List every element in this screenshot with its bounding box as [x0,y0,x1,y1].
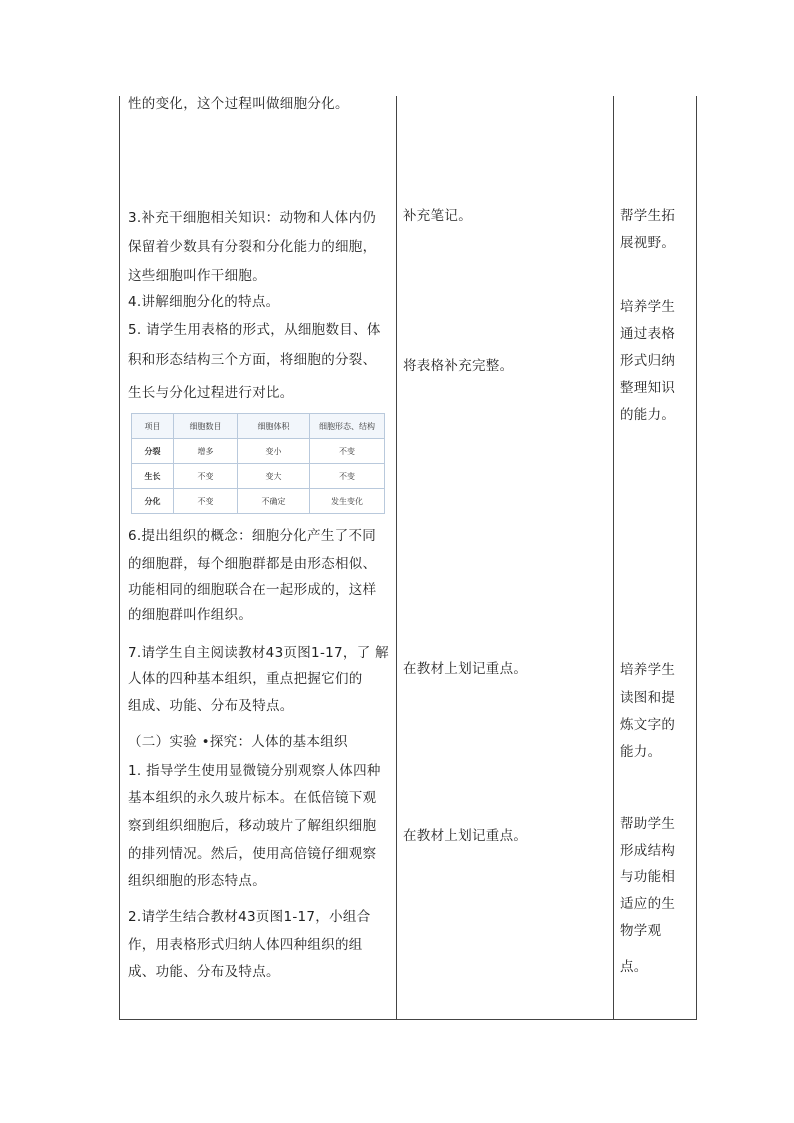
purpose1-line1: 帮学生拓 [620,208,676,224]
item7-line3: 组成、功能、分布及特点。 [128,698,294,714]
student-note-4: 在教材上划记重点。 [403,828,528,844]
header-item: 项目 [132,414,174,439]
item6-line2: 的细胞群，每个细胞群都是由形态相似、 [128,556,377,572]
purpose4-line6: 点。 [620,959,648,975]
table-cell: 增多 [174,439,238,464]
table-cell: 变小 [238,439,310,464]
s2-item1-line1: 1. 指导学生使用显微镜分别观察人体四种 [128,763,381,779]
purpose2-line5: 的能力。 [620,407,676,423]
table-cell: 不确定 [238,489,310,514]
table-border-right [696,96,697,1020]
header-cell-shape: 细胞形态、结构 [310,414,385,439]
item4-text: 4.讲解细胞分化的特点。 [128,294,280,310]
comparison-table-header [132,414,385,439]
item3-line3: 这些细胞叫作干细胞。 [128,268,266,284]
section2-title: （二）实验 •探究：人体的基本组织 [128,734,348,750]
s2-item1-line2: 基本组织的永久玻片标本。在低倍镜下观 [128,790,377,806]
item7-line1: 7.请学生自主阅读教材43页图1-17，了 解 [128,645,389,661]
purpose2-line3: 形式归纳 [620,353,676,369]
purpose4-line5: 物学观 [620,923,662,939]
student-note-2: 将表格补充完整。 [403,358,514,374]
s2-item2-line2: 作，用表格形式归纳人体四种组织的组 [128,937,363,953]
s2-item1-line4: 的排列情况。然后，使用高倍镜仔细观察 [128,846,377,862]
table-cell: 不变 [174,464,238,489]
purpose4-line4: 适应的生 [620,896,676,912]
purpose3-line3: 炼文字的 [620,717,676,733]
row-label-growth: 生长 [132,464,174,489]
purpose4-line2: 形成结构 [620,843,676,859]
table-border-left [119,96,120,1020]
purpose1-line2: 展视野。 [620,235,676,251]
item3-line2: 保留着少数具有分裂和分化能力的细胞， [128,239,377,255]
table-row [132,464,385,489]
intro-tail-text: 性的变化，这个过程叫做细胞分化。 [128,96,349,112]
purpose2-line4: 整理知识 [620,380,676,396]
item5-line2: 积和形态结构三个方面，将细胞的分裂、 [128,352,377,368]
purpose3-line2: 读图和提 [620,690,676,706]
comparison-table [131,413,385,514]
table-cell: 不变 [174,489,238,514]
student-note-3: 在教材上划记重点。 [403,661,528,677]
column-divider-2 [613,96,614,1020]
item5-line1: 5. 请学生用表格的形式，从细胞数目、体 [128,322,381,338]
s2-item1-line3: 察到组织细胞后，移动玻片了解组织细胞 [128,818,377,834]
purpose2-line1: 培养学生 [620,299,676,315]
purpose4-line3: 与功能相 [620,869,676,885]
table-row [132,489,385,514]
purpose3-line1: 培养学生 [620,662,676,678]
item3-line1: 3.补充干细胞相关知识：动物和人体内仍 [128,210,377,226]
table-cell: 不变 [310,439,385,464]
table-border-bottom [119,1019,697,1020]
item7-line2: 人体的四种基本组织，重点把握它们的 [128,671,363,687]
table-row [132,439,385,464]
purpose4-line1: 帮助学生 [620,816,676,832]
s2-item1-line5: 组织细胞的形态特点。 [128,873,266,889]
header-cell-volume: 细胞体积 [238,414,310,439]
item5-line3: 生长与分化过程进行对比。 [128,385,294,401]
table-cell: 不变 [310,464,385,489]
item6-line3: 功能相同的细胞联合在一起形成的，这样 [128,582,377,598]
student-note-1: 补充笔记。 [403,208,472,224]
row-label-differentiation: 分化 [132,489,174,514]
header-cell-count: 细胞数目 [174,414,238,439]
s2-item2-line1: 2.请学生结合教材43页图1-17，小组合 [128,909,371,925]
purpose3-line4: 能力。 [620,744,662,760]
item6-line1: 6.提出组织的概念：细胞分化产生了不同 [128,528,377,544]
purpose2-line2: 通过表格 [620,326,676,342]
table-cell: 发生变化 [310,489,385,514]
table-cell: 变大 [238,464,310,489]
row-label-division: 分裂 [132,439,174,464]
s2-item2-line3: 成、功能、分布及特点。 [128,964,280,980]
column-divider-1 [396,96,397,1020]
item6-line4: 的细胞群叫作组织。 [128,607,253,623]
